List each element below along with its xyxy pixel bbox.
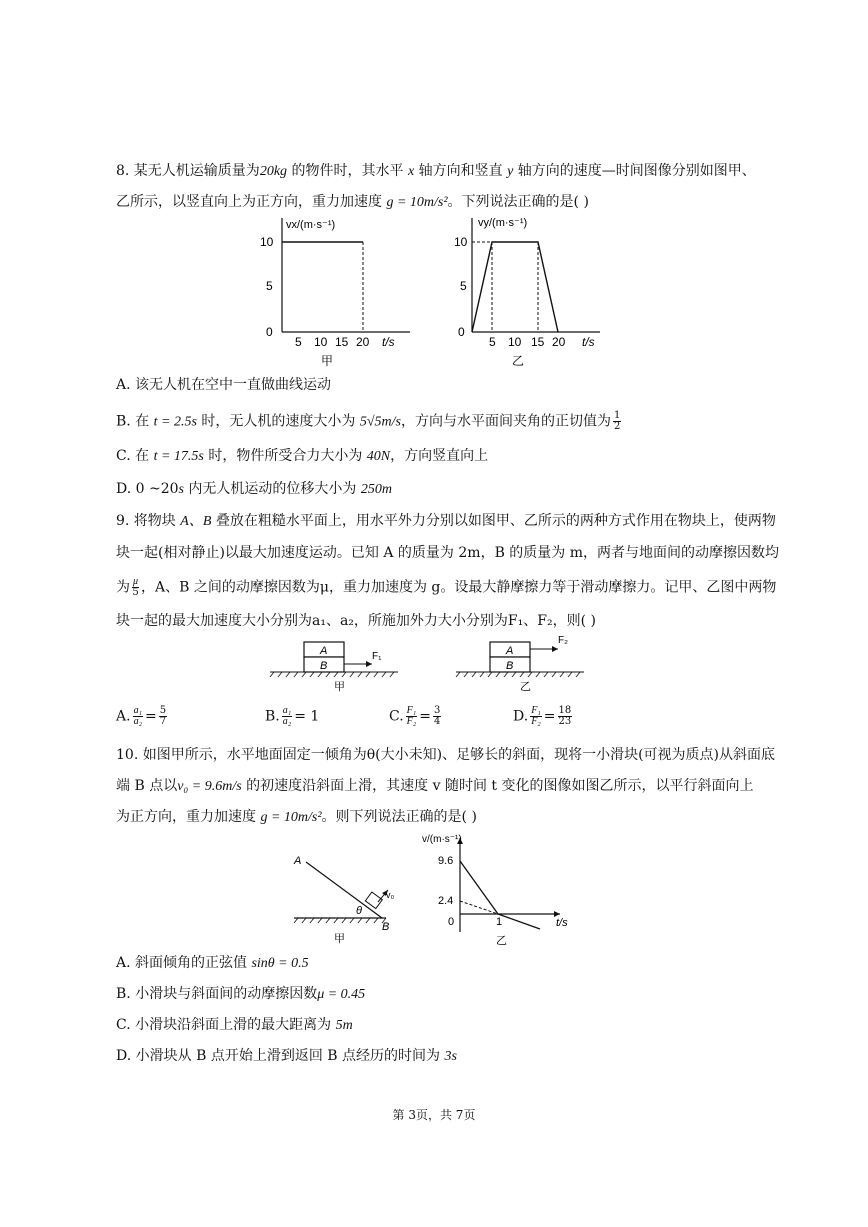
q10-option-d: D. 小滑块从 B 点开始上滑到返回 B 点经历的时间为 3s [116, 1048, 457, 1064]
yi-ytick-5: 5 [460, 279, 467, 293]
v0-label: v₀ [386, 890, 395, 900]
q9-line-3: 为 $\frac{\mu}{5}$ ，A、B 之间的动摩擦因数为μ，重力加速度为 g。设最大静摩擦力等于滑动摩擦力。记甲、乙图中两物 [116, 576, 777, 598]
point-a-label: A [294, 855, 302, 867]
q10-vt-graph [422, 828, 584, 950]
vt-xlabel: t/s [556, 917, 568, 929]
jia-xlabel: t/s [382, 335, 395, 349]
q9-option-c: C. $\frac{\text{F₁}}{\text{F₂}}$ = $\frac{3}{4}$ [389, 705, 441, 727]
force-f1-label: F₁ [372, 651, 382, 662]
jia-ytick-0: 0 [266, 325, 273, 339]
vt-ytick-9-6: 9.6 [438, 855, 454, 867]
q10-caption-jia: 甲 [334, 933, 345, 945]
yi-xtick-20: 20 [552, 335, 566, 349]
q10-incline-figure [290, 840, 400, 950]
force-f2-label: F₂ [558, 635, 568, 646]
jia-ytick-10: 10 [260, 235, 274, 249]
page-footer: 第 3页，共 7页 [392, 1108, 476, 1122]
q9-caption-jia: 甲 [334, 681, 345, 693]
jia-xtick-20: 20 [356, 335, 370, 349]
q8-graph-jia [260, 212, 420, 372]
yi-xtick-10: 10 [508, 335, 522, 349]
q8-option-d: D. 0 ~20s 内无人机运动的位移大小为 250m [116, 481, 393, 497]
q9-figure [268, 632, 598, 696]
yi-xtick-5: 5 [489, 335, 496, 349]
point-b-label: B [382, 921, 390, 933]
q10-line-3: 为正方向，重力加速度 g = 10m/s²。则下列说法正确的是( ) [116, 809, 477, 825]
jia-xtick-5: 5 [295, 335, 302, 349]
q8-option-c: C. 在 t = 17.5s 时，物件所受合力大小为 40N，方向竖直向上 [116, 448, 489, 464]
q10-option-c: C. 小滑块沿斜面上滑的最大距离为 5m [116, 1017, 353, 1033]
q8-line-2: 乙所示，以竖直向上为正方向，重力加速度 g = 10m/s²。下列说法正确的是( ) [116, 194, 589, 210]
svg-text:B: B [506, 660, 514, 672]
q8-option-a: A. 该无人机在空中一直做曲线运动 [116, 377, 332, 393]
q10-option-a: A. 斜面倾角的正弦值 sinθ = 0.5 [116, 955, 309, 971]
svg-text:B: B [320, 660, 328, 672]
q9-option-d: D. $\frac{\text{F₁}}{\text{F₂}}$ = $\frac{18}{23}$ [513, 705, 572, 727]
svg-text:A: A [506, 645, 514, 657]
q9-caption-yi: 乙 [520, 681, 531, 693]
jia-ylabel: vx/(m·s⁻¹) [286, 219, 336, 231]
q9-line-4: 块一起的最大加速度大小分别为a₁、a₂，所施加外力大小分别为F₁、F₂，则( ) [116, 613, 596, 629]
vt-ytick-2-4: 2.4 [438, 895, 454, 907]
yi-caption: 乙 [512, 354, 525, 368]
svg-text:A: A [320, 645, 328, 657]
yi-ylabel: vy/(m·s⁻¹) [478, 217, 528, 229]
q9-line-2: 块一起(相对静止)以最大加速度运动。已知 A 的质量为 2m，B 的质量为 m，两者与地面间的动摩擦因数均 [116, 545, 780, 561]
q9-line-1: 9. 将物块 A、B 叠放在粗糙水平面上，用水平外力分别以如图甲、乙所示的两种方式作用在物块上，使两物 [116, 513, 776, 529]
q9-option-a: A. $\frac{\text{a₁}}{\text{a₂}}$ = $\frac{5}{7}$ [116, 705, 167, 727]
q9-option-b: B. $\frac{\text{a₁}}{\text{a₂}}$ = 1 [265, 705, 320, 727]
vt-ylabel: v/(m·s⁻¹) [422, 834, 462, 845]
q10-option-b: B. 小滑块与斜面间的动摩擦因数μ = 0.45 [116, 986, 366, 1002]
yi-xlabel: t/s [582, 335, 595, 349]
vt-xtick-0: 0 [448, 916, 455, 928]
jia-xtick-10: 10 [314, 335, 328, 349]
theta-label: θ [356, 905, 362, 917]
yi-xtick-15: 15 [531, 335, 545, 349]
q8-option-b: B. 在 t = 2.5s 时，无人机的速度大小为 5√5m/s，方向与水平面间夹角的正切值为 $\frac{1}{2}$ [116, 410, 621, 432]
jia-caption: 甲 [321, 354, 334, 368]
yi-ytick-0: 0 [458, 325, 465, 339]
vt-xtick-1: 1 [496, 916, 503, 928]
yi-ytick-10: 10 [454, 235, 468, 249]
q10-caption-yi: 乙 [496, 935, 507, 947]
q10-line-1: 10. 如图甲所示，水平地面固定一倾角为θ(大小未知)、足够长的斜面，现将一小滑块(可视为质点)从斜面底 [116, 747, 775, 763]
q8-line-1: 8. 某无人机运输质量为20kg 的物件时，其水平 x 轴方向和竖直 y 轴方向的速度—时间图像分别如图甲、 [116, 163, 756, 179]
q8-graph-yi [454, 212, 614, 372]
jia-xtick-15: 15 [335, 335, 349, 349]
jia-ytick-5: 5 [266, 279, 273, 293]
q10-line-2: 端 B 点以v₀ = 9.6m/s 的初速度沿斜面上滑，其速度 v 随时间 t 变化的图像如图乙所示，以平行斜面向上 [116, 778, 754, 794]
